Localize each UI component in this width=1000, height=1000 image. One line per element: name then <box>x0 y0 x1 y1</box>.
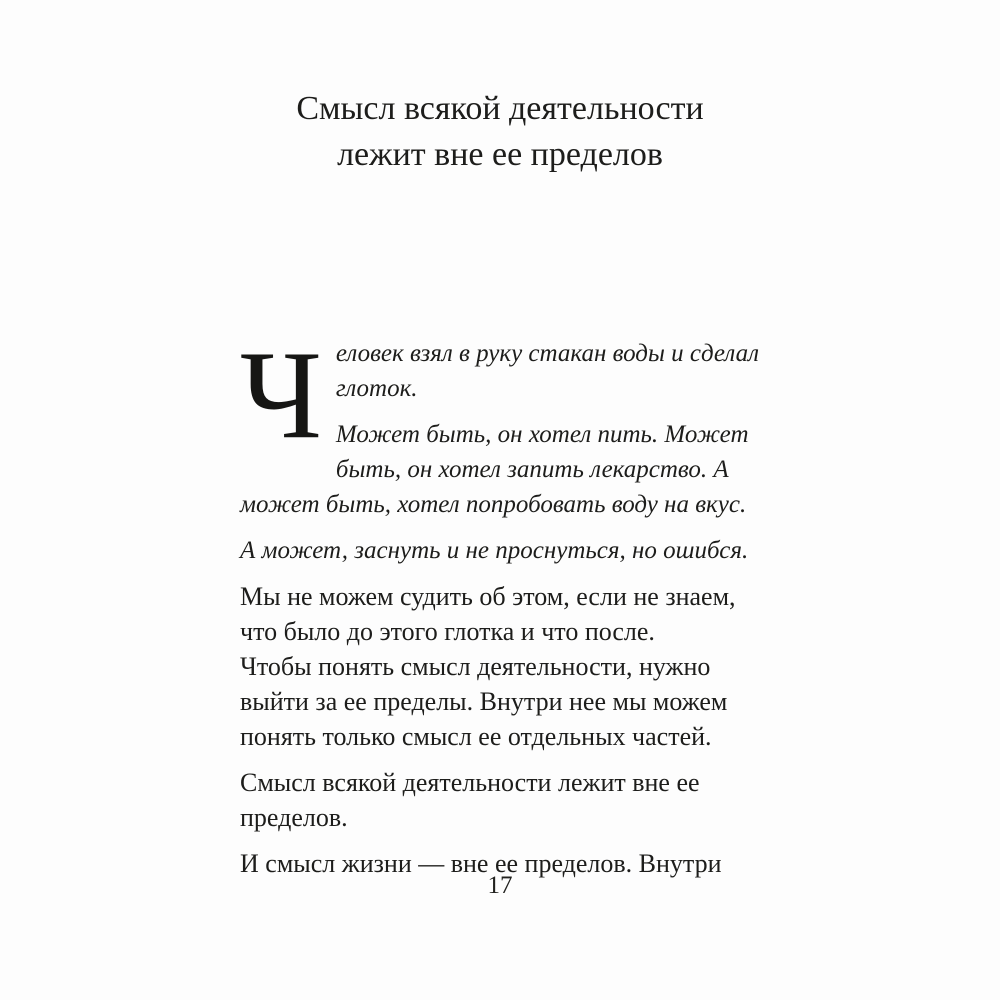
body-text <box>240 326 760 881</box>
chapter-title-line-1: Смысл всякой деятельности <box>296 90 704 127</box>
paragraph-7: И смысл жизни — вне ее пределов. Внутри <box>240 849 722 878</box>
paragraph-4: Мы не можем судить об этом, если не знаем, что было до этого глотка и что после. <box>240 582 736 646</box>
paragraph-5: Чтобы понять смысл деятельности, нужно выйти за ее пределы. Внутри нее мы можем понять только смысл ее отдельных частей. <box>240 652 728 751</box>
paragraph-opening-text: еловек взял в руку стакан воды и сделал глоток. <box>335 340 759 402</box>
paragraph-3: А может, заснуть и не проснуться, но ошибся. <box>240 537 749 564</box>
chapter-title-line-2: лежит вне ее пределов <box>337 136 663 173</box>
paragraph-2: Может быть, он хотел пить. Может быть, он хотел запить лекарство. А может быть, хотел попробовать воду на вкус. <box>240 421 749 518</box>
drop-cap: Ч <box>240 326 322 465</box>
paragraph-6: Смысл всякой деятельности лежит вне ее пределов. <box>240 768 700 832</box>
page-number: 17 <box>487 872 513 899</box>
paragraph-opening <box>240 326 760 465</box>
chapter-title <box>0 86 1000 178</box>
